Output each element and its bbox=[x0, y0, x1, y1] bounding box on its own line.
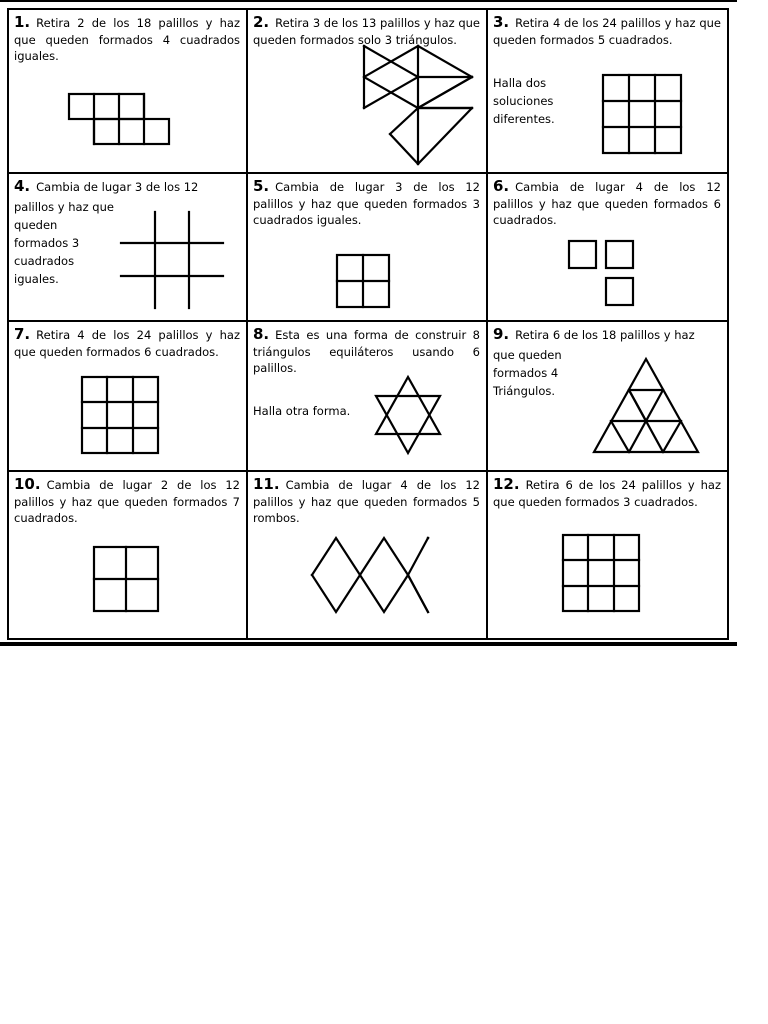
puzzle-statement: Cambia de lugar 4 de los 12 palillos y haz que queden formados 6 cuadrados. bbox=[493, 180, 721, 227]
text-line: cuadrados bbox=[14, 254, 75, 268]
text-line: Triángulos. bbox=[493, 384, 556, 398]
puzzle-number: 5. bbox=[253, 177, 270, 195]
puzzle-9-lines bbox=[493, 346, 562, 400]
puzzle-9 bbox=[488, 322, 727, 472]
puzzle-9-text: 9. Retira 6 de los 18 palillos y haz bbox=[493, 325, 695, 343]
text-line: formados 4 bbox=[493, 366, 559, 380]
top-rule bbox=[0, 0, 737, 2]
puzzle-8 bbox=[248, 322, 488, 472]
puzzle-12 bbox=[488, 472, 727, 638]
puzzle-6 bbox=[488, 174, 727, 322]
puzzle-statement: Cambia de lugar 3 de los 12 palillos y haz que queden formados 3 cuadrados iguales. bbox=[253, 180, 480, 227]
extra-line: soluciones bbox=[493, 94, 554, 108]
puzzle-4-text: 4. Cambia de lugar 3 de los 12 bbox=[14, 177, 199, 195]
puzzle-number: 2. bbox=[253, 13, 270, 31]
puzzle-11-text bbox=[253, 476, 480, 527]
puzzle-8-extra: Halla otra forma. bbox=[253, 404, 351, 418]
puzzle-6-text bbox=[493, 178, 721, 229]
puzzle-2 bbox=[248, 10, 488, 174]
puzzle-number: 7. bbox=[14, 325, 31, 343]
puzzle-statement: Retira 6 de los 24 palillos y haz que queden formados 3 cuadrados. bbox=[493, 478, 721, 509]
puzzle-1 bbox=[9, 10, 248, 174]
extra-line: Halla dos bbox=[493, 76, 547, 90]
puzzle-number: 1. bbox=[14, 13, 31, 31]
bottom-rule bbox=[0, 642, 737, 646]
text-line: palillos y haz que bbox=[14, 200, 114, 214]
puzzle-number: 8. bbox=[253, 325, 270, 343]
puzzle-5 bbox=[248, 174, 488, 322]
puzzle-grid bbox=[7, 8, 729, 640]
puzzle-5-figure bbox=[334, 252, 392, 310]
puzzle-statement: Retira 3 de los 13 palillos y haz que queden formados solo 3 triángulos. bbox=[253, 16, 480, 47]
puzzle-4 bbox=[9, 174, 248, 322]
text-line: queden bbox=[14, 218, 58, 232]
puzzle-3-text bbox=[493, 14, 721, 48]
puzzle-10 bbox=[9, 472, 248, 638]
puzzle-5-text bbox=[253, 178, 480, 229]
puzzle-10-text bbox=[14, 476, 240, 527]
puzzle-11 bbox=[248, 472, 488, 638]
puzzle-statement: Retira 4 de los 24 palillos y haz que queden formados 5 cuadrados. bbox=[493, 16, 721, 47]
text-line: iguales. bbox=[14, 272, 59, 286]
puzzle-8-text bbox=[253, 326, 480, 377]
puzzle-12-text bbox=[493, 476, 721, 510]
puzzle-number: 12. bbox=[493, 475, 520, 493]
puzzle-3-extra bbox=[493, 74, 555, 128]
extra-line: diferentes. bbox=[493, 112, 555, 126]
puzzle-6-figure bbox=[566, 238, 638, 312]
puzzle-number: 10. bbox=[14, 475, 41, 493]
puzzle-4-lines bbox=[14, 198, 114, 288]
puzzle-4-figure bbox=[117, 210, 227, 310]
puzzle-number: 11. bbox=[253, 475, 280, 493]
puzzle-number: 3. bbox=[493, 13, 510, 31]
puzzle-11-figure bbox=[308, 534, 432, 620]
puzzle-2-figure bbox=[360, 42, 480, 172]
puzzle-10-figure bbox=[91, 544, 161, 616]
puzzle-7-text bbox=[14, 326, 240, 360]
puzzle-1-text bbox=[14, 14, 240, 65]
puzzle-statement: Cambia de lugar 2 de los 12 palillos y haz que queden formados 7 cuadrados. bbox=[14, 478, 240, 525]
puzzle-7-figure bbox=[79, 374, 161, 456]
puzzle-3 bbox=[488, 10, 727, 174]
puzzle-number: 4. bbox=[14, 177, 31, 195]
puzzle-1-figure bbox=[67, 92, 177, 148]
puzzle-12-figure bbox=[560, 532, 642, 616]
puzzle-3-figure bbox=[600, 72, 684, 158]
puzzle-statement: Esta es una forma de construir 8 triángulos equiláteros usando 6 palillos. bbox=[253, 328, 480, 375]
puzzle-number: 6. bbox=[493, 177, 510, 195]
puzzle-7 bbox=[9, 322, 248, 472]
puzzle-number: 9. bbox=[493, 325, 510, 343]
puzzle-9-figure bbox=[590, 356, 702, 456]
text-line: que queden bbox=[493, 348, 562, 362]
text-line: formados 3 bbox=[14, 236, 80, 250]
puzzle-8-figure bbox=[372, 374, 444, 456]
puzzle-statement: Retira 2 de los 18 palillos y haz que queden formados 4 cuadrados iguales. bbox=[14, 16, 240, 63]
puzzle-statement: Cambia de lugar 4 de los 12 palillos y haz que queden formados 5 rombos. bbox=[253, 478, 480, 525]
puzzle-statement: Retira 4 de los 24 palillos y haz que queden formados 6 cuadrados. bbox=[14, 328, 240, 359]
